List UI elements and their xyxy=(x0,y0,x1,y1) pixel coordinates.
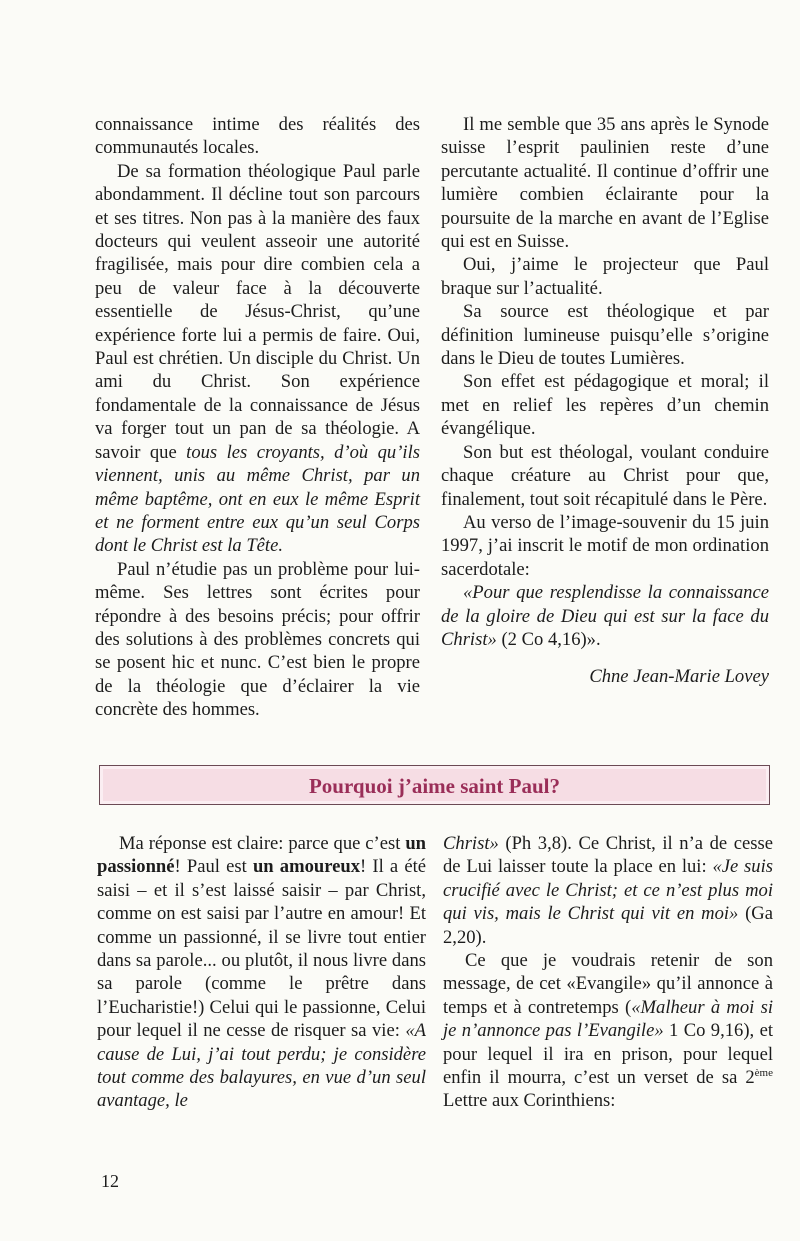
section-heading: Pourquoi j’aime saint Paul? xyxy=(308,774,561,798)
paragraph: connaissance intime des réalités des communautés locales. xyxy=(95,114,420,159)
italic-quote: «A cause de Lui, j’ai tout perdu; je considère tout comme des balayures, en vue d’un seul avantage, le xyxy=(97,1020,426,1112)
paragraph xyxy=(441,581,769,651)
text-run: ! Il a été saisi – et il s’est laissé saisir – par Christ, comme on est saisi par l’autre en amour! Et comme un passionné, il se livre tout entier dans sa parole... ou plutôt, il nous livre dans sa parole (comme le prêtre dans l’Eucharistie!) Celui qui le passionne, Celui pour lequel il ne cesse de risquer sa vie: xyxy=(97,856,427,1042)
text-run: De sa formation théologique Paul parle abondamment. Il décline tout son parcours et ses titres. Non pas à la manière des faux docteurs qui veulent asseoir une autorité fragilisée, mais pour dire combien cela a peu de valeur face à la découverte essentielle de Jésus-Christ, qu’une expérience forte lui a permis de faire. Oui, Paul est chrétien. Un disciple du Christ. Un ami du Christ. Son expérience fondamentale de la connaissance de Jésus va forger tout un pan de sa théologie. A savoir que xyxy=(95,160,420,463)
paragraph xyxy=(443,949,773,1113)
text-run: ! Paul est xyxy=(174,856,253,878)
paragraph xyxy=(443,832,773,949)
paragraph: Au verso de l’image-souvenir du 15 juin 1997, j’ai inscrit le motif de mon ordination sacerdotale: xyxy=(441,511,769,580)
text-run: (2 Co 4,16)». xyxy=(496,628,601,650)
section-heading-banner xyxy=(99,765,770,805)
italic-quote: tous les croyants, d’où qu’ils viennent, unis au même Christ, par un même baptême, ont en eux le même Esprit et ne forment entre eux qu’un seul Corps dont le Christ est la Tête. xyxy=(95,441,420,557)
paragraph: Il me semble que 35 ans après le Synode suisse l’esprit paulinien reste d’une percutante actualité. Il continue d’offrir une lumière combien éclairante pour la poursuite de la marche en avant de l’Eglise qui est en Suisse. xyxy=(441,114,769,253)
paragraph xyxy=(97,832,426,1113)
italic-quote: Christ» xyxy=(443,833,499,854)
text-run: Ce que je voudrais retenir de son message, de cet «Evangile» qu’il annonce à temps et à contretemps ( xyxy=(443,950,773,1018)
paragraph: Sa source est théologique et par définition lumineuse puisqu’elle s’origine dans le Dieu de toutes Lumières. xyxy=(441,301,769,370)
italic-quote: «Pour que resplendisse la connaissance de la gloire de Dieu qui est sur la face du Christ» xyxy=(441,582,769,650)
column-top-right xyxy=(441,113,769,689)
italic-quote: «Malheur à moi si je n’annonce pas l’Evangile» xyxy=(443,996,773,1042)
text-run: (Ga 2,20). xyxy=(443,903,773,948)
author-signature: Chne Jean-Marie Lovey xyxy=(589,666,769,688)
bold-text: un passionné xyxy=(97,833,426,878)
text-run: Lettre aux Corinthiens: xyxy=(443,1090,616,1112)
bold-text: un amoureux xyxy=(252,856,361,878)
paragraph xyxy=(95,160,420,558)
text-run: 1 Co 9,16), et pour lequel il ira en prison, pour lequel enfin il mourra, c’est un verset de sa 2 xyxy=(443,1020,773,1089)
paragraph: Son but est théologal, voulant conduire chaque créature au Christ pour que, finalement, tout soit récapitulé dans le Père. xyxy=(441,441,769,510)
column-bottom-left xyxy=(97,832,426,1113)
superscript: ème xyxy=(754,1067,773,1080)
column-top-left xyxy=(95,113,420,722)
paragraph: Oui, j’aime le projecteur que Paul braque sur l’actualité. xyxy=(441,254,769,299)
italic-quote: «Je suis crucifié avec le Christ; et ce n’est plus moi qui vis, mais le Christ qui vit en moi» xyxy=(443,856,773,925)
column-bottom-right xyxy=(443,832,773,1113)
paragraph: Paul n’étudie pas un problème pour lui-même. Ses lettres sont écrites pour répondre à des besoins précis; pour offrir des solutions à des problèmes concrets qui se posent hic et nunc. C’est bien le propre de la théologie que d’éclairer la vie concrète des hommes. xyxy=(95,558,420,721)
text-run: (Ph 3,8). Ce Christ, il n’a de cesse de Lui laisser toute la place en lui: xyxy=(443,833,773,878)
text-run: Ma réponse est claire: parce que c’est xyxy=(119,833,406,854)
paragraph: Son effet est pédagogique et moral; il met en relief les repères d’un chemin évangélique. xyxy=(441,371,769,440)
page-number: 12 xyxy=(101,1171,119,1191)
